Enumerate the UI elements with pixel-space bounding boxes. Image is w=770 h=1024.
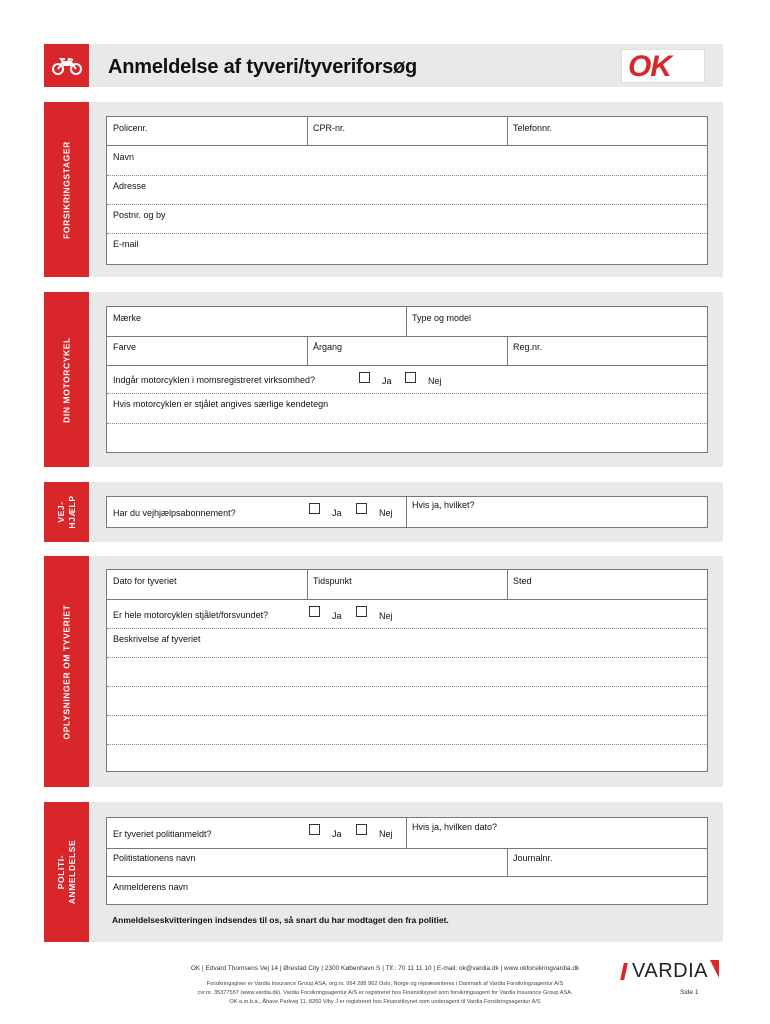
- vardia-logo: [622, 960, 722, 982]
- farve-label: Farve: [113, 342, 137, 352]
- section-label-politi-1: POLITI-: [55, 854, 66, 890]
- vejhjaelp-ja-label: Ja: [332, 508, 342, 518]
- stjaalet-nej-checkbox[interactable]: [356, 606, 367, 617]
- telefon-label: Telefonnr.: [513, 123, 553, 133]
- politi-nej-checkbox[interactable]: [356, 824, 367, 835]
- policenr-label: Policenr.: [113, 123, 148, 133]
- moms-ja-label: Ja: [382, 376, 392, 386]
- section-tab-oplysninger: [44, 556, 89, 787]
- stjaalet-nej-label: Nej: [379, 611, 393, 621]
- page-number: Side 1: [680, 989, 699, 996]
- section-tab-politi: [44, 802, 89, 942]
- footer-legal-line-3: OK a.m.b.a., Åhave Parkvej 11, 8260 Viby J er registreret hos Finanstilsynet som underagent til Vardia Forsikringsagentur A/S: [229, 999, 541, 1005]
- section-tab-motorcykel: [44, 292, 89, 467]
- politi-ja-label: Ja: [332, 829, 342, 839]
- maerke-label: Mærke: [113, 313, 142, 323]
- form-box-oplysninger: [106, 569, 708, 772]
- vejhjaelp-question: Har du vejhjælpsabonnement?: [113, 508, 236, 518]
- moms-nej-checkbox[interactable]: [405, 372, 416, 383]
- form-box-forsikringstager: [106, 116, 708, 265]
- adresse-label: Adresse: [113, 181, 147, 191]
- form-box-motorcykel: [106, 306, 708, 453]
- vardia-logo-accent: [710, 960, 719, 978]
- section-label-forsikringstager: FORSIKRINGSTAGER: [61, 140, 71, 239]
- panel-motorcykel: [89, 292, 723, 467]
- section-label-vejhjaelp-1: VEJ-: [55, 501, 66, 523]
- kendetegn-label: Hvis motorcyklen er stjålet angives særlige kendetegn: [113, 399, 329, 409]
- politi-dato-label: Hvis ja, hvilken dato?: [412, 822, 498, 832]
- section-tab-forsikringstager: [44, 102, 89, 277]
- vejhjaelp-hvilket-label: Hvis ja, hvilket?: [412, 500, 475, 510]
- moms-ja-checkbox[interactable]: [359, 372, 370, 383]
- politi-ja-checkbox[interactable]: [309, 824, 320, 835]
- vejhjaelp-nej-label: Nej: [379, 508, 393, 518]
- page-title: Anmeldelse af tyveri/tyveriforsøg: [108, 56, 418, 78]
- stjaalet-question: Er hele motorcyklen stjålet/forsvundet?: [113, 610, 269, 620]
- vejhjaelp-nej-checkbox[interactable]: [356, 503, 367, 514]
- panel-politi: [89, 802, 723, 942]
- ok-logo-text: OK: [628, 50, 671, 83]
- journal-label: Journalnr.: [513, 853, 553, 863]
- footer-legal-line-1: Forsikringsgiver er Vardia Insurance Group ASA, org.nr. 994 288 962 Oslo, Norge og repræsenteres i Danmark af Vardia Forsikringsagentur A/S: [206, 981, 564, 987]
- regnr-label: Reg.nr.: [513, 342, 543, 352]
- postnr-label: Postnr. og by: [113, 210, 166, 220]
- stjaalet-ja-label: Ja: [332, 611, 342, 621]
- section-label-motorcykel: DIN MOTORCYKEL: [61, 336, 71, 423]
- email-label: E-mail: [113, 239, 139, 249]
- ok-logo: [621, 49, 705, 83]
- tidspunkt-label: Tidspunkt: [313, 576, 352, 586]
- vardia-logo-text: VARDIA: [632, 960, 708, 982]
- stjaalet-ja-checkbox[interactable]: [309, 606, 320, 617]
- station-label: Politistationens navn: [113, 853, 196, 863]
- cpr-label: CPR-nr.: [313, 123, 346, 133]
- form-box-vejhjaelp: [106, 496, 708, 528]
- panel-oplysninger: [89, 556, 723, 787]
- politi-nej-label: Nej: [379, 829, 393, 839]
- navn-label: Navn: [113, 152, 135, 162]
- sted-label: Sted: [513, 576, 532, 586]
- motorcycle-icon: [52, 56, 82, 76]
- section-tab-vejhjaelp: [44, 482, 89, 542]
- section-label-oplysninger: OPLYSNINGER OM TYVERIET: [61, 604, 71, 739]
- type-label: Type og model: [412, 313, 472, 323]
- footer-contact: OK | Edvard Thomsens Vej 14 | Ørestad City | 2300 København S | Tlf.: 70 11 11 10 | E-mail: ok@vardia.dk | www.okforsikringvardia.dk: [190, 965, 580, 972]
- section-label-vejhjaelp: [56, 495, 78, 528]
- vejhjaelp-ja-checkbox[interactable]: [309, 503, 320, 514]
- footer-legal-line-2: cvr.nr. 35377557 (www.vardia.dk). Vardia Forsikringsagentur A/S er registreret hos Finanstilsynet som forsikringsagent for Vardia Insurance Group ASA.: [197, 990, 573, 996]
- beskrivelse-label: Beskrivelse af tyveriet: [113, 634, 201, 644]
- footer-legal: [150, 980, 620, 1007]
- section-label-politi: [56, 840, 78, 905]
- moms-question: Indgår motorcyklen i momsregistreret virksomhed?: [113, 375, 316, 385]
- panel-forsikringstager: [89, 102, 723, 277]
- politi-note: Anmeldelseskvitteringen indsendes til os, så snart du har modtaget den fra politiet.: [112, 915, 449, 925]
- moms-nej-label: Nej: [428, 376, 442, 386]
- section-label-vejhjaelp-2: HJÆLP: [66, 495, 77, 529]
- panel-vejhjaelp: [89, 482, 723, 542]
- form-box-politi: [106, 817, 708, 905]
- dato-label: Dato for tyveriet: [113, 576, 177, 586]
- anmelder-label: Anmelderens navn: [113, 882, 189, 892]
- aargang-label: Årgang: [313, 342, 343, 352]
- section-label-politi-2: ANMELDELSE: [66, 839, 77, 905]
- vardia-logo-bar: [620, 963, 628, 980]
- politi-question: Er tyveriet politianmeldt?: [113, 829, 212, 839]
